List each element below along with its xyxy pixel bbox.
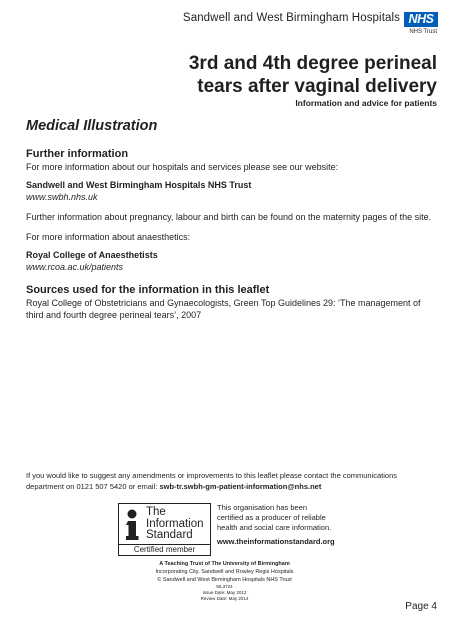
sources-text: Royal College of Obstetricians and Gynaecologists, Green Top Guidelines 29: ‘The management of third and fourth degree perineal tears’, 2007 — [26, 298, 421, 320]
amendments-text: If you would like to suggest any amendments or improvements to this leaflet please contact the communications department on 0121 507 5420 or email: — [26, 471, 398, 491]
trust-url-link[interactable]: www.swbh.nhs.uk — [26, 192, 98, 202]
title-line-2: tears after vaginal delivery — [197, 76, 437, 97]
trust-name: Sandwell and West Birmingham Hospitals — [182, 12, 400, 24]
amendments-email-link[interactable]: swb-tr.swbh-gm-patient-information@nhs.net — [159, 482, 322, 491]
college-url-link[interactable]: www.rcoa.ac.uk/patients — [26, 262, 124, 272]
is-logo-line-1: The — [146, 506, 166, 518]
information-standard-logo — [118, 503, 211, 556]
information-standard-block — [118, 503, 335, 556]
is-logo-line-2: Information — [146, 517, 204, 530]
certified-member-label: Certified member — [119, 544, 210, 555]
sources-heading: Sources used for the information in this leaflet — [26, 284, 270, 296]
information-standard-statement — [217, 503, 333, 547]
further-info-intro: For more information about our hospitals and services please see our website: — [26, 162, 339, 172]
trust-bold-name: Sandwell and West Birmingham Hospitals NHS Trust — [26, 180, 252, 190]
information-standard-name — [146, 507, 204, 542]
page-number: Page 4 — [405, 601, 437, 612]
is-logo-line-3: Standard — [146, 529, 193, 541]
main-content — [26, 148, 432, 321]
leaflet-subtitle: Information and advice for patients — [295, 98, 437, 108]
anaesthetics-intro: For more information about anaesthetics: — [26, 232, 191, 242]
title-line-1: 3rd and 4th degree perineal — [188, 53, 437, 74]
maternity-text: Further information about pregnancy, labour and birth can be found on the maternity pages of the site. — [26, 212, 432, 222]
issue-date: Issue Date: May 2012 — [202, 590, 247, 595]
is-statement-text: This organisation has been certified as a producer of reliable health and social care information. — [217, 503, 332, 532]
review-date: Review Date: May 2014 — [200, 596, 249, 601]
incorporating-text: Incorporating City, Sandwell and Rowley Regis Hospitals — [155, 569, 294, 575]
leaflet-title — [117, 52, 437, 98]
is-url-link[interactable]: www.theinformationstandard.org — [217, 537, 335, 546]
trust-footer-info — [118, 560, 331, 602]
amendments-note — [26, 470, 432, 492]
college-bold-name: Royal College of Anaesthetists — [26, 250, 158, 260]
further-info-heading: Further information — [26, 148, 129, 160]
copyright-text: © Sandwell and West Birmingham Hospitals NHS Trust — [157, 577, 292, 583]
teaching-trust-text: A Teaching Trust of The University of Birmingham — [159, 561, 290, 567]
info-i-icon — [124, 509, 140, 541]
department-name: Medical Illustration — [26, 118, 158, 134]
nhs-logo: NHS — [404, 12, 438, 27]
nhs-trust-label: NHS Trust — [409, 29, 437, 35]
reference-code: ML3724 — [216, 584, 233, 589]
